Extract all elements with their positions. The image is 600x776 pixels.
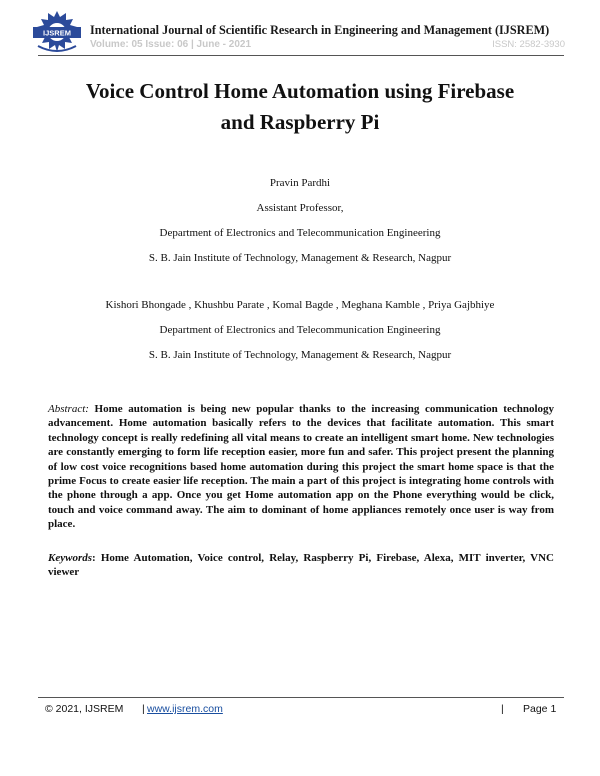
keywords-text: : Home Automation, Voice control, Relay, Raspberry Pi, Firebase, Alexa, MIT inverter, VNC viewer <box>48 552 554 579</box>
keywords <box>48 551 554 580</box>
author-name: Pravin Pardhi <box>269 177 331 189</box>
author-block-2 <box>40 298 560 373</box>
ijsrem-logo <box>30 10 84 56</box>
footer-rule <box>38 697 564 698</box>
header-rule <box>38 55 564 56</box>
keywords-label: Keywords <box>48 552 92 564</box>
author-position: Assistant Professor, <box>256 202 344 214</box>
abstract-text: Home automation is being new popular thanks to the increasing communication technology advancement. Home automation basically refers to the devices that facilitate automation. This smart technology concept is really redefining all vital means to create an intelligent smart home. New technologies are constantly emerging to form life reception easier, more fun and safer. This project present the planning of low cost voice recognitions based home automation during this project the smart home space is that the prime Focus to create easier life reception. The main a part of this project is integrating home controls with the phone through a app. Once you get Home automation app on the Phone everything would be click, touch and voice command away. The aim to dominant of home appliances remotely once user is way from place. <box>48 403 555 531</box>
footer-copyright: © 2021, IJSREM <box>45 703 124 715</box>
footer-separator: | <box>142 703 145 715</box>
author-institute: S. B. Jain Institute of Technology, Management & Research, Nagpur <box>148 252 452 264</box>
svg-text:IJSREM: IJSREM <box>43 28 71 38</box>
paper-title-line-1: Voice Control Home Automation using Firebase <box>85 79 515 103</box>
journal-header <box>30 10 570 56</box>
abstract-label: Abstract: <box>48 403 89 415</box>
coauthor-institute: S. B. Jain Institute of Technology, Management & Research, Nagpur <box>148 349 452 361</box>
footer-page-number: Page 1 <box>523 703 557 715</box>
abstract <box>48 402 554 532</box>
issn: ISSN: 2582-3930 <box>492 39 565 50</box>
paper-title <box>40 76 560 138</box>
page-footer <box>45 703 555 719</box>
coauthor-names: Kishori Bhongade , Khushbu Parate , Komal Bagde , Meghana Kamble , Priya Gajbhiye <box>105 299 495 311</box>
footer-separator-2: | <box>501 703 504 715</box>
footer-website-link[interactable]: www.ijsrem.com <box>147 703 223 715</box>
journal-title: International Journal of Scientific Research in Engineering and Management (IJSREM) <box>90 23 550 37</box>
paper-title-line-2: and Raspberry Pi <box>220 110 380 134</box>
author-block-1 <box>40 176 560 276</box>
volume-info: Volume: 05 Issue: 06 | June - 2021 <box>90 39 252 50</box>
author-department: Department of Electronics and Telecommunication Engineering <box>159 227 441 239</box>
coauthor-department: Department of Electronics and Telecommunication Engineering <box>159 324 441 336</box>
